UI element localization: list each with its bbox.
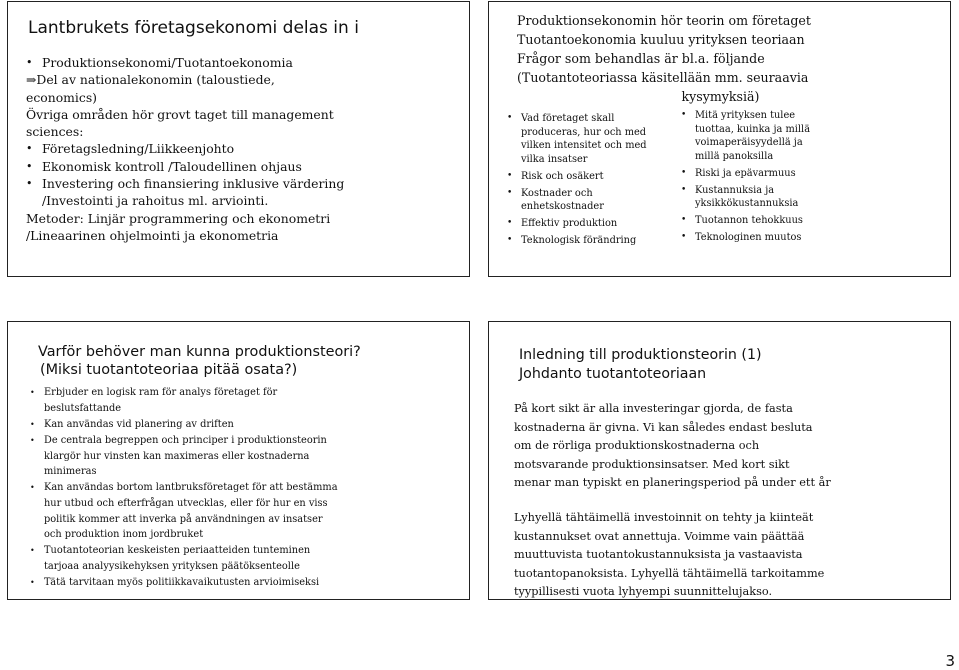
bullet-icon: •: [26, 177, 33, 191]
bullet-item-cont: /Investointi ja rahoitus ml. arviointi.: [42, 193, 269, 209]
finnish-paragraph: Lyhyellä tähtäimellä investoinnit on tehty ja kiinteät kustannukset ovat annettuja. Voimme vain päättää muuttuvista tuotantokustannuksista ja vastaavista tuotantopanoksista. Lyhyellä tähtäimellä tarkoitamme tyypillisesti vuota lyhyempi suunnittelujakso.: [514, 511, 825, 599]
bullet-item: • Investering och finansiering inklusive värdering: [26, 176, 345, 192]
bullet-icon: •: [681, 215, 687, 225]
bullet-icon: •: [681, 232, 687, 242]
list-item: • Riski ja epävarmuus: [681, 167, 796, 179]
list-item: • Tätä tarvitaan myös politiikkavaikutusten arvioimiseksi: [30, 575, 430, 591]
list-item: • Mitä yrityksen tulee tuottaa, kuinka ja millä voimaperäisyydellä ja millä panoksilla: [681, 110, 811, 162]
bullet-icon: •: [681, 167, 687, 178]
bullet-icon: •: [507, 187, 513, 198]
slide-1: [7, 1, 470, 277]
slide-3-title: Varför behöver man kunna produktionsteori? (Miksi tuotantoteoriaa pitää osata?): [38, 344, 361, 378]
bullet-icon: •: [30, 546, 35, 556]
arrow-icon: ⇒: [26, 72, 37, 88]
slide-3: [7, 321, 470, 600]
list-item: • Kostnader och enhetskostnader: [507, 187, 604, 212]
bullet-icon: •: [30, 435, 35, 445]
list-item: • Kan användas vid planering av driften: [30, 417, 430, 433]
bullet-item: • Företagsledning/Liikkeenjohto: [26, 141, 235, 157]
list-item: • Kustannuksia ja yksikkökustannuksia: [681, 184, 799, 209]
bullet-icon: •: [507, 113, 513, 123]
list-item: • Vad företaget skall produceras, hur och med vilken intensitet och med vilka insatser: [507, 113, 647, 165]
list-item: • Risk och osäkert: [507, 170, 604, 182]
bullet-icon: •: [30, 388, 35, 397]
list-item: • Tuotannon tehokkuus: [681, 215, 803, 226]
slide-4-title: Inledning till produktionsteorin (1) Johdanto tuotantoteoriaan: [519, 347, 762, 382]
other-areas-line: Övriga områden hör grovt taget till management: [26, 106, 334, 122]
list-item: • De centrala begreppen och principer i produktionsteorin klargör hur vinsten kan maximeras eller kostnaderna minimeras: [30, 433, 430, 480]
arrow-line-cont: economics): [26, 89, 98, 105]
slide-2-heading: Produktionsekonomin hör teorin om företaget Tuotantoekonomia kuuluu yrityksen teoriaan Frågor som behandlas är bl.a. följande (Tuotantoteoriassa käsitellään mm. seuraavia kysymyksiä): [517, 13, 811, 104]
methods-line: Metoder: Linjär programmering och ekonometri: [26, 210, 331, 226]
list-item: • Kan användas bortom lantbruksföretaget för att bestämma hur utbud och efterfrågan utvecklas, eller för hur en viss politik kommer att inverka på användningen av insatser och produktion inom jordbruket: [30, 480, 430, 542]
list-item: • Teknologinen muutos: [681, 232, 802, 243]
slide-2: [488, 1, 951, 277]
bullet-item: • Produktionsekonomi/Tuotantoekonomia: [26, 55, 293, 70]
slide-1-title: Lantbrukets företagsekonomi delas in i: [28, 18, 359, 38]
list-item: • Effektiv produktion: [507, 218, 618, 229]
list-item: • Tuotantoteorian keskeisten periaatteiden tunteminen tarjoaa analyysikehyksen yrityksen päätöksenteolle: [30, 543, 430, 574]
swedish-paragraph: På kort sikt är alla investeringar gjorda, de fasta kostnaderna är givna. Vi kan således endast besluta om de rörliga produktionskostnaderna och motsvarande produktionsinsatser. Med kort sikt menar man typiskt en planeringsperiod på under ett år: [514, 402, 831, 490]
slide-4: [488, 321, 951, 600]
bullet-icon: •: [26, 159, 33, 173]
bullet-icon: •: [507, 218, 513, 228]
list-item: • Teknologisk förändring: [507, 235, 637, 246]
bullet-icon: •: [30, 483, 35, 493]
bullet-icon: •: [507, 235, 513, 245]
swedish-questions-list: [507, 112, 677, 251]
slide-1-body: [26, 54, 461, 244]
methods-line-cont: /Lineaarinen ohjelmointi ja ekonometria: [26, 227, 279, 243]
list-item: • Erbjuder en logisk ram för analys företaget för beslutsfattande: [30, 385, 430, 416]
bullet-item: • Ekonomisk kontroll /Taloudellinen ohjaus: [26, 158, 302, 174]
bullet-icon: •: [30, 419, 35, 429]
bullet-icon: •: [507, 170, 513, 181]
bullet-icon: •: [26, 56, 33, 69]
bullet-icon: •: [26, 142, 33, 156]
page-number: 3: [945, 652, 955, 670]
reasons-list: [30, 385, 430, 591]
other-areas-cont: sciences:: [26, 124, 84, 140]
bullet-icon: •: [30, 578, 35, 588]
finnish-questions-list: [681, 109, 841, 248]
arrow-line: ⇒Del av nationalekonomin (taloustiede,: [26, 72, 275, 88]
bullet-icon: •: [681, 184, 687, 195]
bullet-icon: •: [681, 110, 687, 120]
